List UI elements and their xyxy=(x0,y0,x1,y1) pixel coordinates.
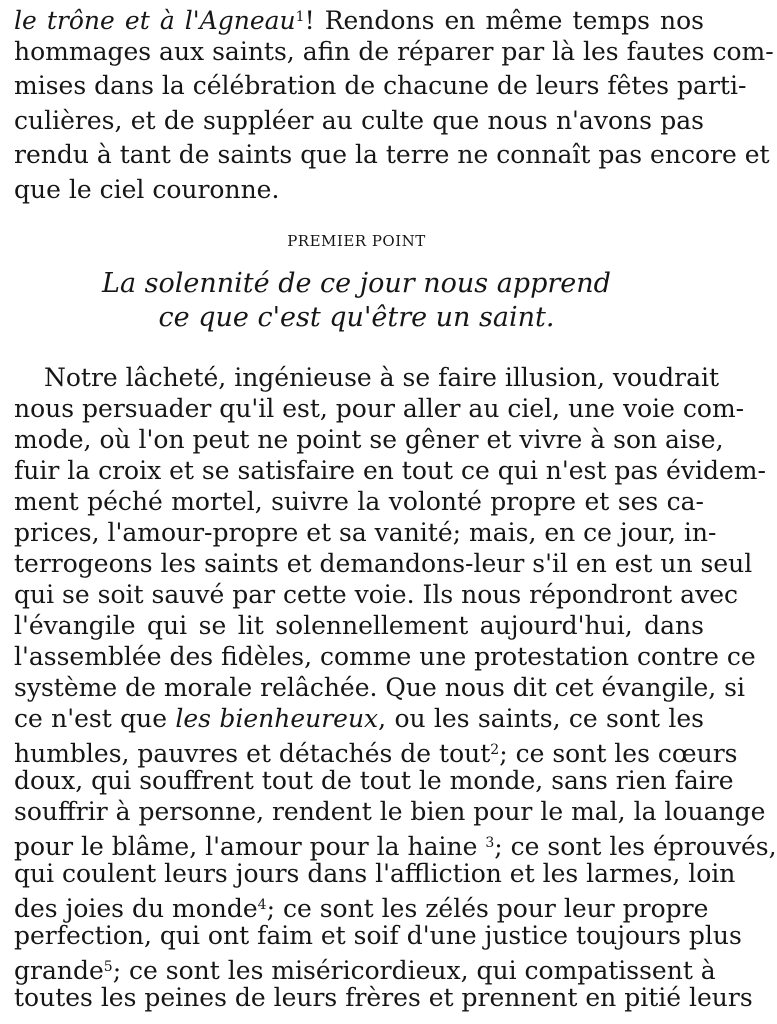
text-line xyxy=(14,983,753,1013)
footnote-marker: 3 xyxy=(485,835,495,851)
text-segment: ment péché mortel, suivre la volonté propre et ses ca- xyxy=(14,487,704,516)
text-line xyxy=(14,859,736,889)
text-line xyxy=(14,766,734,796)
text-segment: grande xyxy=(14,956,104,985)
text-segment: ce n'est que xyxy=(14,704,176,733)
footnote-marker: 4 xyxy=(257,897,267,913)
text-segment: pour le blâme, l'amour pour la haine xyxy=(14,832,486,861)
text-line xyxy=(44,363,720,393)
text-line xyxy=(14,890,709,924)
text-segment: fuir la croix et se satisfaire en tout ce qui n'est pas évidem- xyxy=(14,456,766,485)
text-line xyxy=(14,140,770,170)
text-segment: , ou les saints, ce sont les xyxy=(378,704,704,733)
text-segment: mode, où l'on peut ne point se gêner et vivre à son aise, xyxy=(14,425,724,454)
text-line xyxy=(14,518,717,548)
text-line xyxy=(14,106,704,136)
text-line xyxy=(14,611,704,641)
text-segment: l'évangile qui se lit solennellement aujourd'hui, dans xyxy=(14,611,704,640)
text-segment: doux, qui souffrent tout de tout le monde, sans rien faire xyxy=(14,766,734,795)
text-line xyxy=(14,735,738,769)
text-line xyxy=(14,921,742,951)
text-segment: humbles, pauvres et détachés de tout xyxy=(14,739,491,768)
text-line xyxy=(14,425,724,455)
footnote-marker: 2 xyxy=(490,742,500,758)
text-line xyxy=(14,549,753,579)
text-line xyxy=(14,642,756,672)
text-segment: ; ce sont les éprouvés, xyxy=(494,832,777,861)
text-segment: perfection, qui ont faim et soif d'une justice toujours plus xyxy=(14,921,742,950)
text-segment: le trône et à l'Agneau xyxy=(14,6,296,35)
text-segment: culières, et de suppléer au culte que nous n'avons pas xyxy=(14,105,704,135)
text-segment: l'assemblée des fidèles, comme une protestation contre ce xyxy=(14,642,756,671)
text-line xyxy=(14,394,745,424)
text-segment: les bienheureux xyxy=(175,704,379,733)
text-line xyxy=(14,487,704,517)
text-segment: terrogeons les saints et demandons-leur s'il en est un seul xyxy=(14,549,753,578)
text-segment: des joies du monde xyxy=(14,894,258,923)
text-segment: qui coulent leurs jours dans l'affliction et les larmes, loin xyxy=(14,859,736,888)
text-segment: qui se soit sauvé par cette voie. Ils nous répondront avec xyxy=(14,580,738,609)
text-segment: ; ce sont les cœurs xyxy=(499,739,738,768)
text-line xyxy=(14,2,704,36)
text-segment: que le ciel couronne. xyxy=(14,175,280,204)
text-line xyxy=(14,456,766,486)
text-segment: rendu à tant de saints que la terre ne connaît pas encore et xyxy=(14,140,770,170)
text-line xyxy=(14,704,704,734)
section-heading: PREMIER POINT xyxy=(287,232,426,250)
section-subtitle-line-1: La solennité de ce jour nous apprend xyxy=(102,268,611,299)
text-line xyxy=(14,828,777,862)
text-segment: mises dans la célébration de chacune de leurs fêtes parti- xyxy=(14,71,747,101)
footnote-marker: 5 xyxy=(103,959,113,975)
section-subtitle-line-2: ce que c'est qu'être un saint. xyxy=(158,302,555,333)
text-line xyxy=(14,71,747,101)
text-line xyxy=(14,36,774,67)
text-line xyxy=(14,175,704,205)
text-segment: ; ce sont les zélés pour leur propre xyxy=(266,894,709,923)
text-segment: souffrir à personne, rendent le bien pour le mal, la louange xyxy=(14,797,766,826)
text-segment: hommages aux saints, afin de réparer par là les fautes com- xyxy=(14,36,774,66)
text-line xyxy=(14,673,745,703)
text-line xyxy=(14,580,738,610)
text-segment: nous persuader qu'il est, pour aller au ciel, une voie com- xyxy=(14,394,745,423)
text-line xyxy=(14,952,716,986)
text-segment: toutes les peines de leurs frères et prennent en pitié leurs xyxy=(14,983,753,1012)
footnote-marker: 1 xyxy=(295,9,305,25)
text-line xyxy=(14,797,766,827)
text-segment: ! Rendons en même temps nos xyxy=(304,6,704,35)
text-segment: ; ce sont les miséricordieux, qui compatissent à xyxy=(112,956,716,985)
text-segment: Notre lâcheté, ingénieuse à se faire illusion, voudrait xyxy=(44,363,720,392)
text-segment: prices, l'amour-propre et sa vanité; mais, en ce jour, in- xyxy=(14,518,717,547)
text-segment: système de morale relâchée. Que nous dit cet évangile, si xyxy=(14,673,745,702)
